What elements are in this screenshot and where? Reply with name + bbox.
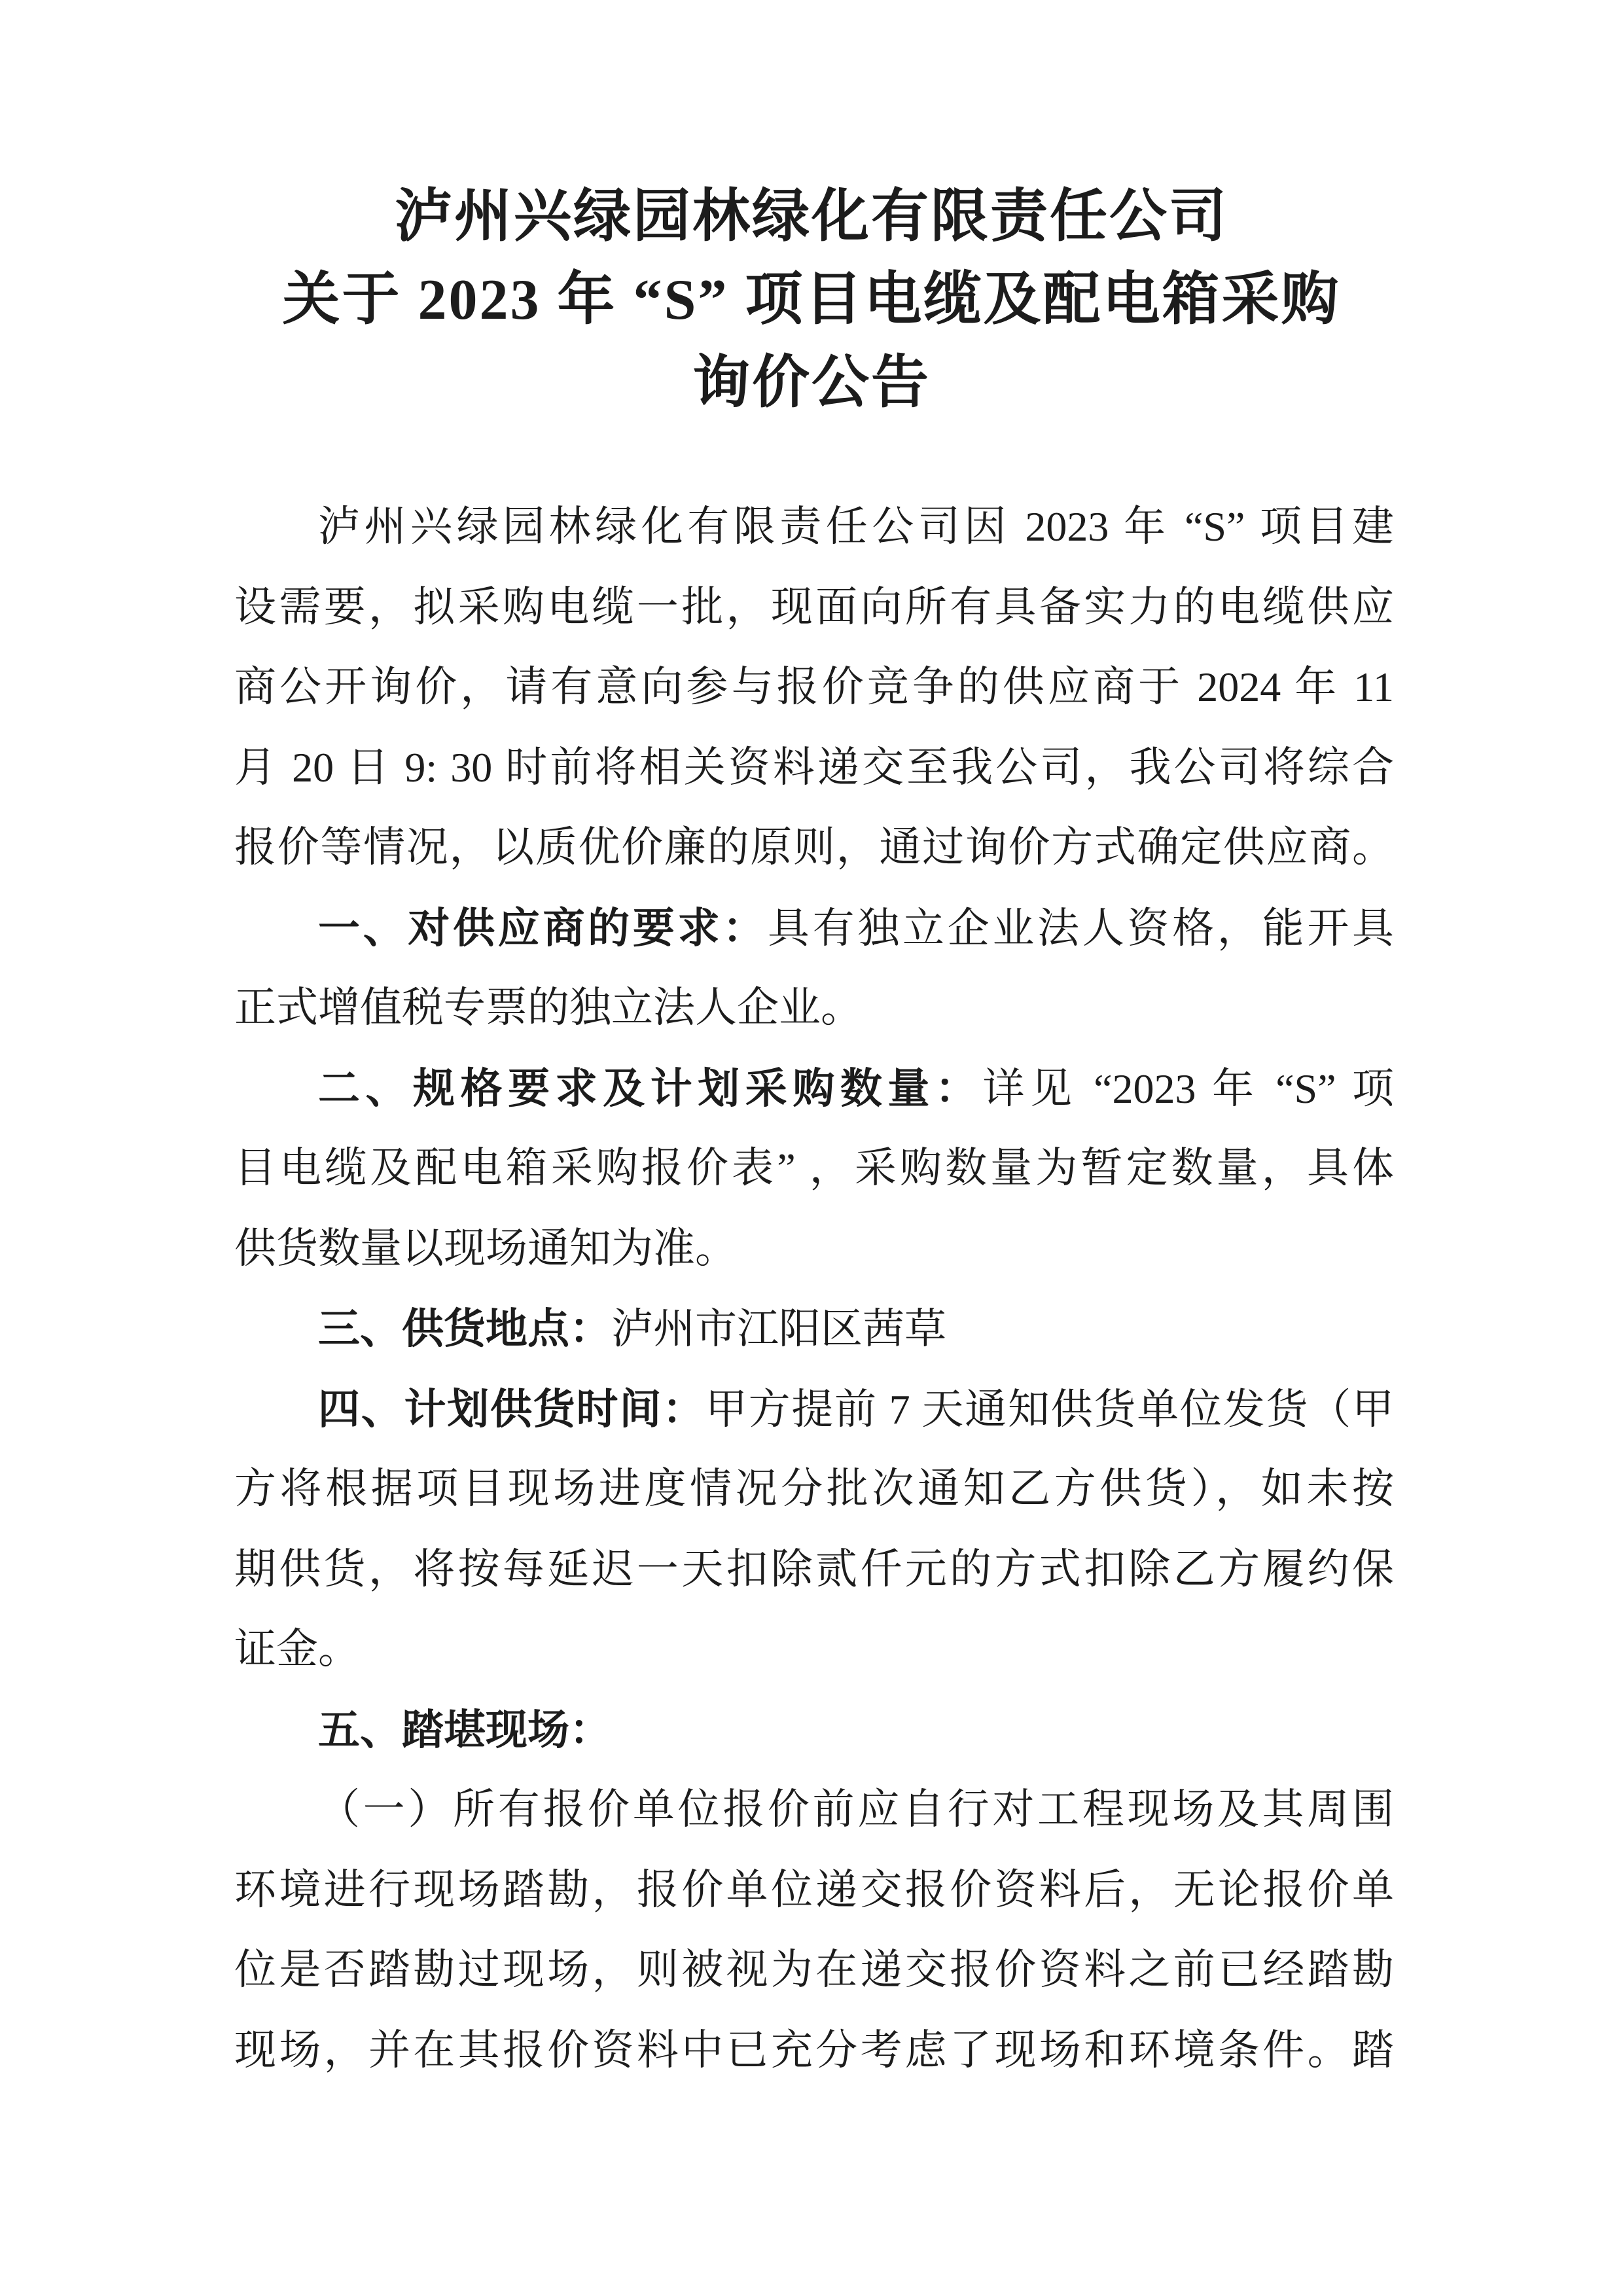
body-line	[234, 1128, 1394, 1209]
text-run: 具有独立企业法人资格，能开具	[767, 905, 1394, 952]
text-run: 位是否踏勘过现场，则被视为在递交报价资料之前已经踏勘	[234, 1946, 1394, 1993]
text-run: 目电缆及配电箱采购报价表” ，采购数量为暂定数量，具体	[234, 1145, 1394, 1191]
body-line	[234, 1530, 1394, 1610]
text-run: 环境进行现场踏勘，报价单位递交报价资料后，无论报价单	[234, 1866, 1394, 1913]
body-line	[234, 647, 1394, 728]
section-label: 二、规格要求及计划采购数量：	[318, 1064, 983, 1112]
text-run: 泸州市江阳区茜草	[611, 1306, 946, 1352]
text-run: 方将根据项目现场进度情况分批次通知乙方供货），如未按	[234, 1465, 1394, 1512]
text-run: 甲方提前 7 天通知供货单位发货（甲	[705, 1386, 1394, 1433]
body-line	[234, 808, 1394, 888]
body-line	[234, 728, 1394, 808]
text-run: 期供货，将按每延迟一天扣除贰仟元的方式扣除乙方履约保	[234, 1545, 1394, 1592]
text-run: 供货数量以现场通知为准。	[234, 1225, 737, 1272]
body-line	[234, 888, 1394, 969]
text-run: 设需要，拟采购电缆一批，现面向所有具备实力的电缆供应	[234, 583, 1394, 630]
text-run: 月 20 日 9: 30 时前将相关资料递交至我公司，我公司将综合	[234, 744, 1394, 791]
body-line	[234, 1930, 1394, 2011]
section-label: 一、对供应商的要求：	[318, 904, 768, 952]
title-line-1: 泸州兴绿园林绿化有限责任公司	[394, 185, 1228, 249]
body-line	[234, 1369, 1394, 1450]
body-line	[234, 1770, 1394, 1850]
body-line	[234, 1449, 1394, 1530]
text-run: 现场，并在其报价资料中已充分考虑了现场和环境条件。踏	[234, 2026, 1394, 2073]
section-label: 五、踏堪现场：	[318, 1706, 611, 1753]
body-line	[234, 1850, 1394, 1931]
body-line	[234, 1209, 1394, 1289]
title-line-2: 关于 2023 年 “S” 项目电缆及配电箱采购	[282, 268, 1341, 332]
text-run: 商公开询价，请有意向参与报价竞争的供应商于 2024 年 11	[234, 664, 1394, 710]
body-line	[234, 2011, 1394, 2091]
text-run: （一）所有报价单位报价前应自行对工程现场及其周围	[318, 1786, 1394, 1833]
text-run: 详见 “2023 年 “S” 项	[982, 1065, 1394, 1112]
body-line	[234, 1609, 1394, 1690]
body-line	[234, 1049, 1394, 1129]
body-line	[234, 968, 1394, 1049]
text-run: 报价等情况，以质优价廉的原则，通过询价方式确定供应商。	[234, 824, 1394, 870]
body-line	[234, 567, 1394, 648]
section-label: 四、计划供货时间：	[318, 1385, 705, 1433]
text-run: 正式增值税专票的独立法人企业。	[234, 984, 863, 1031]
section-label: 三、供货地点：	[318, 1305, 611, 1352]
title-line-3: 询价公告	[692, 351, 931, 415]
document-body	[234, 487, 1394, 2090]
text-run: 泸州兴绿园林绿化有限责任公司因 2023 年 “S” 项目建	[318, 503, 1394, 550]
body-line	[234, 487, 1394, 567]
document-title	[0, 175, 1623, 425]
text-run: 证金。	[234, 1626, 360, 1672]
body-line	[234, 1690, 1394, 1770]
body-line	[234, 1289, 1394, 1369]
